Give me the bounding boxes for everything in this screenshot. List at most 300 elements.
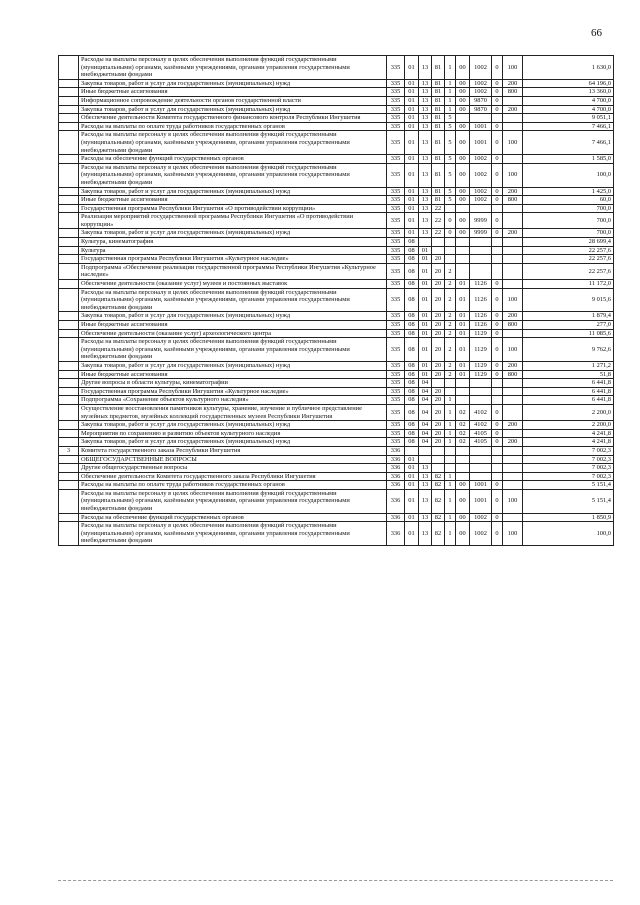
subsection-code: 13 (419, 229, 432, 238)
gov-code: 335 (387, 379, 405, 388)
direction-code (470, 204, 492, 213)
row-number (59, 204, 79, 213)
event-code: 01 (456, 370, 470, 379)
extra-code (492, 379, 503, 388)
event-code: 00 (456, 229, 470, 238)
gov-code: 335 (387, 105, 405, 114)
extra-code: 0 (492, 329, 503, 338)
subprogram-code: 1 (445, 105, 456, 114)
table-row (59, 379, 614, 388)
table-row (59, 238, 614, 247)
gov-code: 335 (387, 131, 405, 155)
expense-type-code: 800 (503, 321, 523, 330)
extra-code: 0 (492, 370, 503, 379)
expense-type-code: 100 (503, 489, 523, 513)
section-code: 08 (405, 379, 419, 388)
gov-code: 335 (387, 361, 405, 370)
direction-code: 1002 (470, 196, 492, 205)
item-name: Закупка товаров, работ и услуг для государственных (муниципальных) нужд (79, 229, 387, 238)
gov-code: 335 (387, 163, 405, 187)
expense-type-code (503, 379, 523, 388)
direction-code: 1126 (470, 321, 492, 330)
row-number (59, 96, 79, 105)
direction-code (470, 255, 492, 264)
section-code: 01 (405, 96, 419, 105)
section-code: 01 (405, 196, 419, 205)
section-code: 01 (405, 472, 419, 481)
table-row (59, 370, 614, 379)
section-code: 08 (405, 429, 419, 438)
expense-type-code (503, 481, 523, 490)
subprogram-code: 1 (445, 481, 456, 490)
gov-code: 335 (387, 204, 405, 213)
program-code: 20 (432, 361, 445, 370)
table-row (59, 481, 614, 490)
gov-code: 335 (387, 438, 405, 447)
row-number (59, 131, 79, 155)
expense-type-code (503, 396, 523, 405)
event-code (456, 263, 470, 279)
table-row (59, 429, 614, 438)
item-name: Закупка товаров, работ и услуг для государственных (муниципальных) нужд (79, 187, 387, 196)
row-number: 3 (59, 446, 79, 455)
page-number: 66 (591, 27, 602, 39)
item-name: Расходы на выплаты персоналу в целях обеспечения выполнения функций государственными (муниципальными) органами, казёнными учреждениями, органами управления государственными внебюджетными фондами (79, 522, 387, 546)
amount: 22 257,6 (523, 255, 614, 264)
program-code (432, 455, 445, 464)
item-name: Закупка товаров, работ и услуг для государственных (муниципальных) нужд (79, 421, 387, 430)
section-code: 01 (405, 204, 419, 213)
subsection-code: 04 (419, 396, 432, 405)
program-code: 81 (432, 155, 445, 164)
direction-code (470, 263, 492, 279)
direction-code: 1001 (470, 122, 492, 131)
table-row (59, 446, 614, 455)
event-code: 01 (456, 338, 470, 362)
item-name: Расходы на выплаты персоналу в целях обеспечения выполнения функций государственными (муниципальными) органами, казёнными учреждениями, органами управления государственными внебюджетными фондами (79, 489, 387, 513)
item-name: Иные бюджетные ассигнования (79, 196, 387, 205)
table-row (59, 361, 614, 370)
extra-code: 0 (492, 280, 503, 289)
subsection-code: 13 (419, 481, 432, 490)
expense-type-code: 100 (503, 131, 523, 155)
extra-code: 0 (492, 163, 503, 187)
section-code: 08 (405, 263, 419, 279)
table-row (59, 396, 614, 405)
direction-code: 4102 (470, 421, 492, 430)
section-code: 01 (405, 213, 419, 229)
item-name: Расходы на выплаты персоналу в целях обеспечения выполнения функций государственными (муниципальными) органами, казёнными учреждениями, органами управления государственными внебюджетными фондами (79, 56, 387, 80)
section-code: 01 (405, 489, 419, 513)
event-code (456, 464, 470, 473)
subprogram-code: 1 (445, 96, 456, 105)
subsection-code: 13 (419, 464, 432, 473)
section-code (405, 446, 419, 455)
extra-code: 0 (492, 522, 503, 546)
subprogram-code: 1 (445, 396, 456, 405)
section-code: 01 (405, 229, 419, 238)
direction-code (470, 446, 492, 455)
subprogram-code: 1 (445, 404, 456, 420)
subsection-code: 01 (419, 246, 432, 255)
subsection-code: 13 (419, 196, 432, 205)
subsection-code: 13 (419, 96, 432, 105)
direction-code: 1129 (470, 338, 492, 362)
row-number (59, 472, 79, 481)
amount: 6 441,8 (523, 379, 614, 388)
expense-type-code: 200 (503, 187, 523, 196)
program-code: 20 (432, 280, 445, 289)
gov-code: 335 (387, 155, 405, 164)
table-row (59, 329, 614, 338)
extra-code: 0 (492, 288, 503, 312)
event-code: 01 (456, 329, 470, 338)
direction-code: 9999 (470, 213, 492, 229)
program-code: 82 (432, 489, 445, 513)
subsection-code: 13 (419, 213, 432, 229)
gov-code: 335 (387, 213, 405, 229)
subsection-code: 01 (419, 321, 432, 330)
event-code: 00 (456, 196, 470, 205)
program-code: 81 (432, 88, 445, 97)
direction-code (470, 379, 492, 388)
item-name: Закупка товаров, работ и услуг для государственных (муниципальных) нужд (79, 312, 387, 321)
extra-code: 0 (492, 438, 503, 447)
gov-code: 336 (387, 472, 405, 481)
subprogram-code: 1 (445, 56, 456, 80)
program-code: 20 (432, 429, 445, 438)
event-code: 00 (456, 56, 470, 80)
subprogram-code: 2 (445, 280, 456, 289)
extra-code: 0 (492, 421, 503, 430)
gov-code: 335 (387, 329, 405, 338)
subsection-code: 04 (419, 387, 432, 396)
subsection-code: 04 (419, 379, 432, 388)
amount: 22 257,6 (523, 263, 614, 279)
item-name: Расходы на выплаты персоналу в целях обеспечения выполнения функций государственными (муниципальными) органами, казёнными учреждениями, органами управления государственными внебюджетными фондами (79, 163, 387, 187)
subsection-code: 13 (419, 489, 432, 513)
table-row (59, 122, 614, 131)
extra-code (492, 464, 503, 473)
item-name: Информационное сопровождение деятельности органов государственной власти (79, 96, 387, 105)
direction-code: 1002 (470, 155, 492, 164)
gov-code: 336 (387, 464, 405, 473)
subprogram-code: 2 (445, 370, 456, 379)
event-code: 00 (456, 163, 470, 187)
gov-code: 335 (387, 114, 405, 123)
program-code: 81 (432, 131, 445, 155)
row-number (59, 163, 79, 187)
section-code: 08 (405, 438, 419, 447)
row-number (59, 312, 79, 321)
item-name: Другие вопросы в области культуры, кинематографии (79, 379, 387, 388)
subprogram-code: 2 (445, 288, 456, 312)
subprogram-code: 1 (445, 513, 456, 522)
program-code: 81 (432, 79, 445, 88)
program-code: 20 (432, 404, 445, 420)
item-name: Закупка товаров, работ и услуг для государственных (муниципальных) нужд (79, 105, 387, 114)
event-code: 00 (456, 513, 470, 522)
event-code: 00 (456, 122, 470, 131)
expense-type-code: 200 (503, 438, 523, 447)
program-code: 82 (432, 522, 445, 546)
event-code: 00 (456, 131, 470, 155)
item-name: Расходы на выплаты по оплате труда работников государственных органов (79, 122, 387, 131)
direction-code: 9999 (470, 229, 492, 238)
table-row (59, 155, 614, 164)
direction-code (470, 464, 492, 473)
subsection-code: 01 (419, 361, 432, 370)
subsection-code: 13 (419, 88, 432, 97)
subprogram-code (445, 446, 456, 455)
expense-type-code (503, 329, 523, 338)
subprogram-code: 5 (445, 122, 456, 131)
extra-code (492, 246, 503, 255)
gov-code: 335 (387, 370, 405, 379)
subsection-code: 13 (419, 131, 432, 155)
subprogram-code: 2 (445, 329, 456, 338)
event-code: 01 (456, 321, 470, 330)
expense-type-code: 200 (503, 421, 523, 430)
gov-code: 335 (387, 338, 405, 362)
amount: 1 630,0 (523, 56, 614, 80)
expense-type-code (503, 446, 523, 455)
expense-type-code (503, 96, 523, 105)
event-code: 01 (456, 361, 470, 370)
section-code: 01 (405, 88, 419, 97)
program-code: 81 (432, 163, 445, 187)
program-code: 22 (432, 204, 445, 213)
program-code: 20 (432, 255, 445, 264)
table-row (59, 105, 614, 114)
program-code: 20 (432, 329, 445, 338)
amount: 28 699,4 (523, 238, 614, 247)
event-code (456, 396, 470, 405)
subprogram-code (445, 204, 456, 213)
item-name: Иные бюджетные ассигнования (79, 321, 387, 330)
section-code: 01 (405, 122, 419, 131)
item-name: Расходы на выплаты персоналу в целях обеспечения выполнения функций государственными (муниципальными) органами, казёнными учреждениями, органами управления государственными внебюджетными фондами (79, 338, 387, 362)
event-code: 00 (456, 522, 470, 546)
row-number (59, 464, 79, 473)
direction-code (470, 387, 492, 396)
amount: 277,0 (523, 321, 614, 330)
expense-type-code (503, 204, 523, 213)
extra-code: 0 (492, 56, 503, 80)
gov-code: 335 (387, 196, 405, 205)
subprogram-code: 1 (445, 88, 456, 97)
amount: 51,8 (523, 370, 614, 379)
direction-code: 1126 (470, 288, 492, 312)
table-row (59, 96, 614, 105)
section-code: 08 (405, 396, 419, 405)
direction-code (470, 114, 492, 123)
event-code (456, 387, 470, 396)
extra-code: 0 (492, 213, 503, 229)
subsection-code: 13 (419, 79, 432, 88)
expense-type-code (503, 246, 523, 255)
program-code: 20 (432, 421, 445, 430)
gov-code: 336 (387, 481, 405, 490)
table-row (59, 464, 614, 473)
subsection-code: 04 (419, 421, 432, 430)
extra-code: 0 (492, 88, 503, 97)
table-row (59, 321, 614, 330)
expense-type-code: 800 (503, 88, 523, 97)
subprogram-code (445, 246, 456, 255)
subprogram-code: 0 (445, 213, 456, 229)
amount: 100,0 (523, 163, 614, 187)
gov-code: 335 (387, 187, 405, 196)
item-name: Иные бюджетные ассигнования (79, 88, 387, 97)
gov-code: 335 (387, 421, 405, 430)
expense-type-code: 100 (503, 338, 523, 362)
event-code (456, 238, 470, 247)
subsection-code: 01 (419, 288, 432, 312)
direction-code (470, 246, 492, 255)
gov-code: 335 (387, 280, 405, 289)
subsection-code: 04 (419, 429, 432, 438)
subsection-code: 13 (419, 155, 432, 164)
section-code: 08 (405, 312, 419, 321)
item-name: Комитета государственного заказа Республики Ингушетия (79, 446, 387, 455)
row-number (59, 122, 79, 131)
program-code: 20 (432, 370, 445, 379)
expense-type-code: 100 (503, 163, 523, 187)
direction-code: 1002 (470, 163, 492, 187)
expense-type-code: 200 (503, 79, 523, 88)
item-name: Расходы на выплаты персоналу в целях обеспечения выполнения функций государственными (муниципальными) органами, казёнными учреждениями, органами управления государственными внебюджетными фондами (79, 288, 387, 312)
subsection-code: 13 (419, 114, 432, 123)
item-name: Культура, кинематография (79, 238, 387, 247)
extra-code: 0 (492, 155, 503, 164)
section-code: 08 (405, 370, 419, 379)
program-code: 81 (432, 105, 445, 114)
row-number (59, 187, 79, 196)
section-code: 01 (405, 163, 419, 187)
amount: 4 241,8 (523, 438, 614, 447)
section-code: 08 (405, 288, 419, 312)
table-row (59, 131, 614, 155)
subprogram-code: 2 (445, 263, 456, 279)
item-name: Государственная программа Республики Ингушетия «О противодействии коррупции» (79, 204, 387, 213)
section-code: 01 (405, 187, 419, 196)
direction-code: 4105 (470, 429, 492, 438)
section-code: 08 (405, 361, 419, 370)
amount: 4 241,8 (523, 429, 614, 438)
item-name: Государственная программа Республики Ингушетия «Культурное наследие» (79, 255, 387, 264)
row-number (59, 155, 79, 164)
item-name: Расходы на выплаты персоналу в целях обеспечения выполнения функций государственными (муниципальными) органами, казёнными учреждениями, органами управления государственными внебюджетными фондами (79, 131, 387, 155)
program-code: 20 (432, 312, 445, 321)
section-code: 01 (405, 56, 419, 80)
event-code: 02 (456, 421, 470, 430)
subsection-code: 01 (419, 280, 432, 289)
section-code: 01 (405, 155, 419, 164)
direction-code: 1001 (470, 131, 492, 155)
subsection-code: 13 (419, 56, 432, 80)
amount: 4 700,0 (523, 96, 614, 105)
subprogram-code: 5 (445, 131, 456, 155)
extra-code: 0 (492, 122, 503, 131)
gov-code: 336 (387, 489, 405, 513)
expense-type-code (503, 429, 523, 438)
amount: 1 879,4 (523, 312, 614, 321)
table-row (59, 438, 614, 447)
subsection-code: 13 (419, 472, 432, 481)
section-code: 01 (405, 79, 419, 88)
item-name: Расходы на выплаты по оплате труда работников государственных органов (79, 481, 387, 490)
event-code: 01 (456, 312, 470, 321)
subprogram-code: 1 (445, 522, 456, 546)
direction-code: 9870 (470, 96, 492, 105)
gov-code: 336 (387, 455, 405, 464)
item-name: Подпрограмма «Обеспечение реализации государственной программы Республики Ингушетия «Культурное наследие» (79, 263, 387, 279)
direction-code: 1002 (470, 513, 492, 522)
row-number (59, 429, 79, 438)
expense-type-code (503, 263, 523, 279)
program-code: 81 (432, 187, 445, 196)
item-name: Закупка товаров, работ и услуг для государственных (муниципальных) нужд (79, 438, 387, 447)
table-row (59, 56, 614, 80)
program-code: 22 (432, 213, 445, 229)
table-row (59, 79, 614, 88)
row-number (59, 255, 79, 264)
expense-type-code: 100 (503, 288, 523, 312)
subsection-code (419, 455, 432, 464)
subprogram-code: 2 (445, 361, 456, 370)
program-code (432, 379, 445, 388)
table-row (59, 246, 614, 255)
expense-type-code: 200 (503, 229, 523, 238)
subprogram-code (445, 464, 456, 473)
expense-type-code (503, 213, 523, 229)
subsection-code: 01 (419, 255, 432, 264)
extra-code: 0 (492, 321, 503, 330)
expense-type-code (503, 513, 523, 522)
subprogram-code (445, 238, 456, 247)
table-row (59, 114, 614, 123)
event-code: 00 (456, 79, 470, 88)
amount: 7 002,3 (523, 446, 614, 455)
amount: 1 850,9 (523, 513, 614, 522)
amount: 2 200,0 (523, 404, 614, 420)
gov-code: 335 (387, 396, 405, 405)
direction-code: 1002 (470, 187, 492, 196)
amount: 5 151,4 (523, 481, 614, 490)
table-row (59, 88, 614, 97)
subsection-code: 13 (419, 513, 432, 522)
event-code: 00 (456, 481, 470, 490)
section-code: 08 (405, 421, 419, 430)
subprogram-code: 1 (445, 429, 456, 438)
item-name: Обеспечение деятельности (оказание услуг) археологического центра (79, 329, 387, 338)
item-name: Обеспечение деятельности Комитета государственного заказа Республики Ингушетия (79, 472, 387, 481)
direction-code: 1129 (470, 370, 492, 379)
row-number (59, 522, 79, 546)
program-code: 82 (432, 481, 445, 490)
expense-type-code: 100 (503, 56, 523, 80)
amount: 5 151,4 (523, 489, 614, 513)
amount: 700,0 (523, 204, 614, 213)
row-number (59, 229, 79, 238)
subprogram-code: 1 (445, 489, 456, 513)
event-code: 02 (456, 429, 470, 438)
budget-table (58, 55, 614, 546)
direction-code: 1126 (470, 280, 492, 289)
amount: 1 271,2 (523, 361, 614, 370)
gov-code: 335 (387, 79, 405, 88)
